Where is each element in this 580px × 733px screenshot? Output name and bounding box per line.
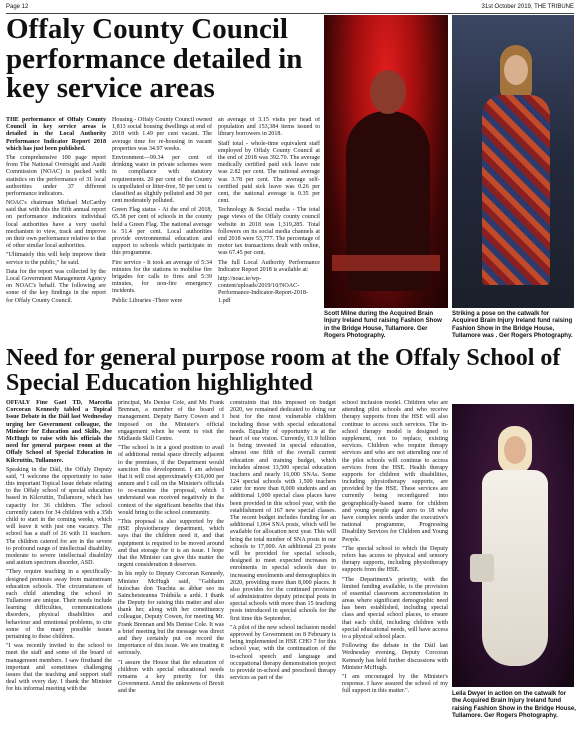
article2-paragraph: "A pilot of the new school inclusion model approved by Government on 8 February is being implemented in HSE CHO 7 for this school year, with the continuation of the in-school speech and language and occupational therapy demonstration project to provide in-school and preschool therapy services as part of the xyxy=(230,624,336,682)
article2-column-2 xyxy=(118,400,224,730)
article1-paragraph: The full Local Authority Performance Indicator Report 2018 is available at: xyxy=(218,259,320,273)
article2-headline: Need for general purpose room at the Offaly School of Special Education highlighted xyxy=(6,345,561,397)
article1-paragraph: The comprehensive 100 page report from The National Oversight and Audit Commission (NOAC) is packed with statistics on the performance of 31 local authorities under 37 different performance indicators. xyxy=(6,154,106,197)
article2-column-1 xyxy=(6,400,112,730)
article2-lead: OFFALY Fine Gael TD, Marcella Corcoran Kennedy tabled a Topical Issue Debate in the Dáil last Wednesday urging her Government colleague, the Minister for Education and Skills, Joe McHugh to raise with his officials the need for general purpose room at the Offaly School of Special Education in Kilcruttin, Tullamore. xyxy=(6,400,112,464)
photo-figure-head xyxy=(504,436,526,464)
page-header xyxy=(6,2,574,12)
article1-paragraph: Environment—99.34 per cent of drinking water in private schemes were in compliance with statutory requirements. 20 per cent of the County is unpolluted or litter-free, 50 per cent is classified as slightly polluted and 30 per cent moderately polluted. xyxy=(112,154,212,205)
article1-headline: Offaly County Council performance detailed in key service areas xyxy=(6,13,303,105)
article1-column-3 xyxy=(218,117,320,340)
article2-paragraph: Speaking in the Dáil, the Offaly Deputy said, "I welcome the opportunity to raise this important Topical Issue debate relating to the Offaly school of special education based in Kilcruttin, Tullamore, which has capacity for 36 children. The school currently caters for 34 children with a 35th child to start in the coming weeks, which will leave it with just one vacancy. The school has a staff of 26 with 11 teachers. The children catered for are in the severe to profound range of intellectual disability, moderate to severe intellectual disability and autism spectrum disorder, ASD. xyxy=(6,466,112,567)
photo2-caption: Striking a pose on the catwalk for Acquired Brain Injury Ireland fund raising Fashion Show in the Bridge House, Tullamore was . Ger Rogers Photography. xyxy=(452,308,576,338)
article1-paragraph: Green Flag status - At the end of 2018, 65.38 per cent of schools in the county held a Green Flag. The national average is 51.4 per cent. Local authorities provide environmental education and support to schools which participate in this programme. xyxy=(112,207,212,257)
article2-paragraph: "I assure the House that the education of children with special educational needs remains a key priority for this Government. Amid the unknowns of Brexit and the xyxy=(118,659,224,695)
photo-figure-bag xyxy=(470,554,494,582)
article2-paragraph: "The school is in a good position to avail of additional rental space directly adjacent to the premises, if the Department would sanction this development. I am advised that it will cost approximately €16,000 per annum and I call on the Minister's officials to re-examine the proposal, which I understand was received negatively in the context of the significant benefits that this would bring to the school community. xyxy=(118,445,224,516)
report-link: http://noac.ie/wp-content/uploads/2019/10/NOAC-Performance-Indicator-Report-2018-1.pdf xyxy=(218,275,308,304)
article2-paragraph: "I am encouraged by the Minister's response. I have assured the school of my full support in this matter.". xyxy=(342,673,448,695)
article2-paragraph: school inclusion model. Children who are attending pilot schools and who receive therapy supports from the HSE will also continue to access such services. The in-school therapy model is designed to supplement, not to replace, existing services. Children who require therapy services and who are not attending one of the pilot schools will continue to access services from the HSE. Health therapy supports for children with disabilities, including physiotherapy supports, are provided by the HSE. These services are currently being reconfigured into geographically-based teams for children and young people aged zero to 18 who have complex needs under the executive's national programme, Progressing Disability Services for Children and Young People. xyxy=(342,400,448,543)
article1-paragraph: Staff total - whole-time equivalent staff employed by Offaly County Council at the end of 2018 was 392.70. The average medically certified paid sick leave rate was 2.82 per cent. The national average was 3.78 per cent. The average self-certified paid sick leave was 0.26 per cent, the national average is 0.35 per cent. xyxy=(218,140,320,205)
article1-paragraph: Housing - Offaly County Council owned 1,813 social housing dwellings at end of 2018 with 1.49 per cent vacant. The average time for re-housing in vacant properties was 34.97 weeks. xyxy=(112,117,212,152)
article2-paragraph: principal, Ms Denise Cole, and Mr. Frank Brennan, a member of the board of management. Deputy Barry Cowen and I imposed on the Minister's official engagement when he went to visit the Midlands Skill Centre. xyxy=(118,400,224,442)
article1-lead: THE performance of Offaly County Council in key service areas is detailed in the Local Authority Performance Indicator Report 2018 which has just been published. xyxy=(6,117,106,152)
photo1-caption: Scott Milne during the Acquired Brain Injury Ireland fund raising Fashion Show in the Bridge House, Tullamore. Ger Rogers Photography. xyxy=(324,308,448,338)
photo-sign xyxy=(332,255,440,271)
photo-figure-coat xyxy=(482,95,550,285)
article1-paragraph: "Ultimately this will help improve their service to the public," he said. xyxy=(6,252,106,266)
article2-paragraph: "The Department's priority, with the limited funding available, is the provision of essential classroom accommodation in areas where significant demographic need has been established, including special class and special school places, to ensure that each child, including children with special educational needs, will have access to a physical school place. xyxy=(342,576,448,640)
photo-figure-head xyxy=(504,55,528,85)
article2-paragraph: Following the debate in the Dáil last Wednesday evening, Deputy Corcoran Kennedy has held further discussions with Minister McHugh. xyxy=(342,643,448,671)
photo3-caption: Leila Dwyer in action on the catwalk for the Acquired Brain Injury Ireland fund raising Fashion Show in the Bridge House, Tullamore. Ger Rogers Photography. xyxy=(452,690,576,720)
photo-figure-head xyxy=(370,70,406,114)
photo-leila-dwyer xyxy=(452,404,574,687)
article1-paragraph: Data for the report was collected by the Local Government Management Agency on NOAC's behalf. The following are some of the key findings in the report for Offaly County Council. xyxy=(6,268,106,304)
article1-paragraph: NOAC's chairman Michael McCarthy said that with this the fifth annual report on performance indicators individual local authorities have a very useful mechanism to view, track and improve on their own performance relative to that of other similar local authorities. xyxy=(6,200,106,250)
page-number: Page 12 xyxy=(6,4,29,10)
article1-paragraph: Fire service - It took an average of 5:34 minutes for the stations to mobilise fire brigades for calls to fires and 5:39 minutes, for non-fire emergency incidents. xyxy=(112,259,212,295)
article1-paragraph: an average of 3.15 visits per head of population and 153,384 items issued to library borrowers in 2018. xyxy=(218,117,320,138)
article2-paragraph: "The special school to which the Deputy refers has access to physical and sensory therapy supports, including physiotherapy supports from the HSE. xyxy=(342,545,448,574)
article2-paragraph: constraints that this imposed on budget 2020, we remained dedicated to doing our best for the most vulnerable children including those with special educational needs. Equality of opportunity is at the heart of our vision. Currently, €1.9 billion is being invested in special education, almost one fifth of the overall current education and training budget, which includes almost 13,500 special education teachers and nearly 16,000 SNAs. Some 124 special schools with 1,500 teachers cater for more than 8,000 students and an additional 1,000 special class places have been provided in this school year, with the establishment of 167 new special classes. The recent budget includes funding for an additional 1,064 SNA posts, which will be available for allocation next year. This will bring the total number of SNA posts in our schools to 17,000. An additional 23 posts will be provided for special schools, designed to meet expected increases in enrolments in special schools due to increasing enrolments and demographics in 2020, providing more than 8,000 places. It also provides for the continued provision of administrative deputy principal posts in special schools with more than 15 teaching posts introduced in special schools for the first time this September. xyxy=(230,400,336,622)
photo-scott-milne xyxy=(324,15,448,328)
article1-paragraph: Technology & Social media - The total page views of the Offaly county council website in 2018 was 1,319,285. Total followers on its social media channels at end 2018 were 53,777. The percentage of motor tax transactions dealt with online, was 67.45 per cent. xyxy=(218,207,320,257)
issue-date: 31st October 2019, THE TRIBUNE xyxy=(481,4,574,10)
article1-column-1 xyxy=(6,117,106,340)
article2-column-3 xyxy=(230,400,336,730)
article2-paragraph: "This proposal is also supported by the HSE physiotherapy department, which says that the children need it, and that equipment is required to be moved around and that storage for it is an issue. I hope that the Minister can give this matter the urgent consideration it deserves. xyxy=(118,519,224,569)
article2-column-4 xyxy=(342,400,448,730)
article1-paragraph: Public Libraries -There were xyxy=(112,297,183,304)
article2-paragraph: In his reply to Deputy Corcoran Kennedy, Minister McHugh said, "Gabhaim buíochas don Teachta as ábhar seo na Saincheisteanna Tráthúla a ardú. I thank the Deputy for raising this matter and also thank her, along with her constituency colleague, Deputy Cowen, for meeting Mr. Frank Brennan and Ms Denise Cole. It was a brief meeting but the message was direct and they certainly put on record the importance of this issue. We are treating it seriously. xyxy=(118,571,224,657)
article1-column-2 xyxy=(112,117,212,340)
photo-catwalk-pose xyxy=(452,15,574,328)
article2-paragraph: "I was recently invited to the school to meet the staff and some of the board of management members. I saw firsthand the important and sometimes challenging issues that the teaching and support staff deal with every day. I thank the Minister for his informal meeting with the xyxy=(6,643,112,693)
article2-paragraph: "They require teaching in a specifically-designed premises away from mainstream education schools. The circumstances of each child attending the school in Tullamore are unique. Their needs include learning difficulties, communications disorders, physical disabilities and behaviour and emotional problems, to cite some of the many possible issues pertaining to these children. xyxy=(6,569,112,640)
